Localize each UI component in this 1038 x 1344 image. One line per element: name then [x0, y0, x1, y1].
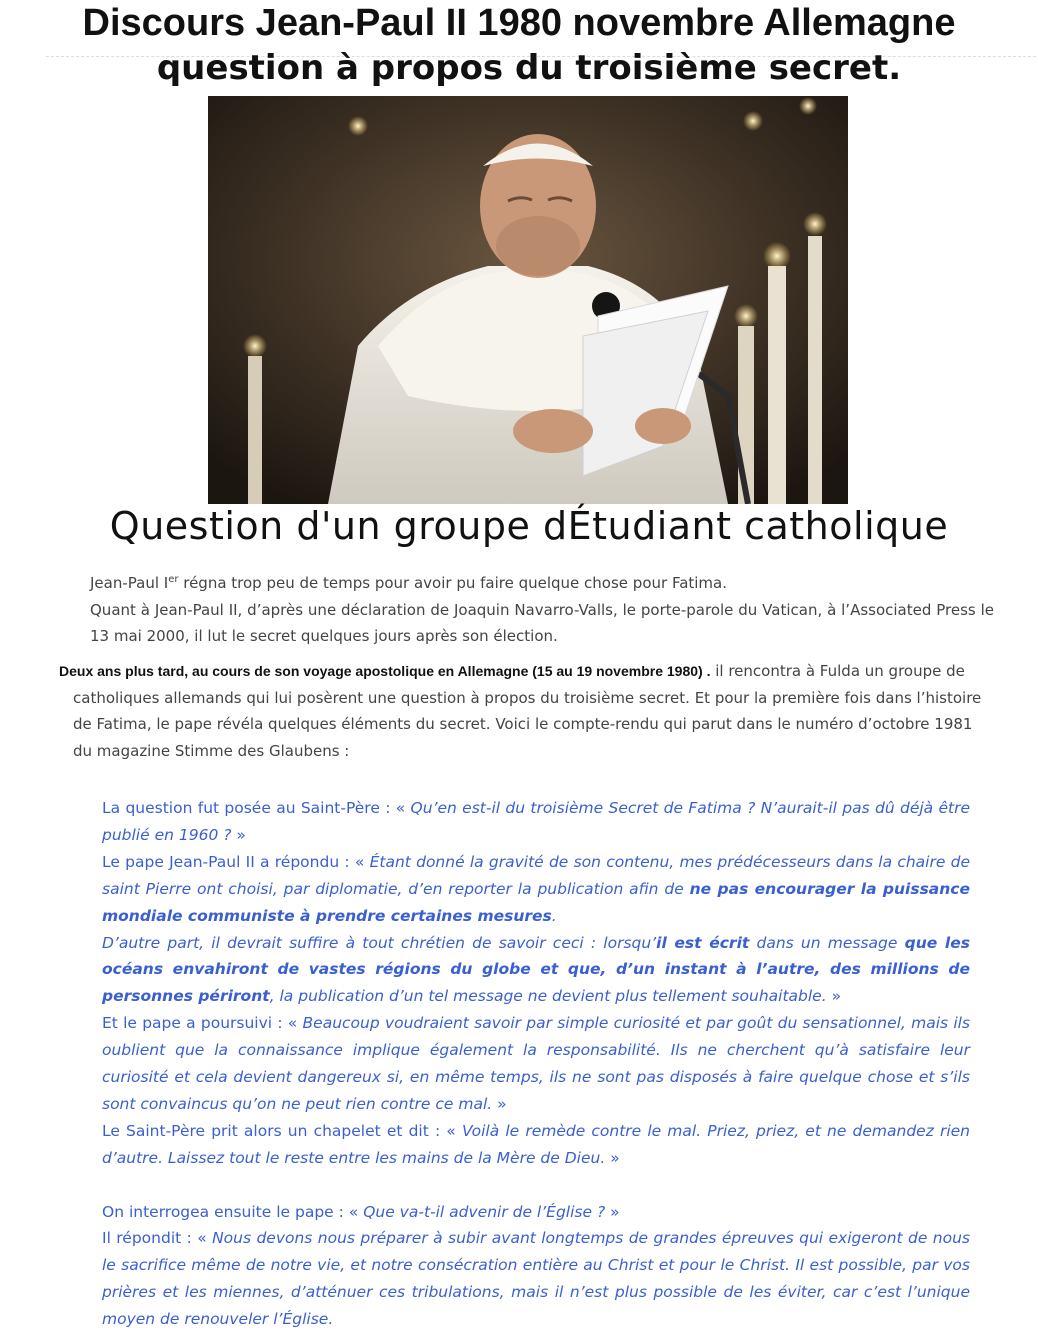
answer-1-intro: Le pape Jean-Paul II a répondu : «	[102, 852, 370, 871]
answer-4-close: »	[605, 1148, 620, 1167]
answer-1	[102, 849, 970, 930]
intro-line-1-a: Jean-Paul I	[90, 574, 169, 592]
answer-3	[102, 1010, 970, 1118]
intro-text	[90, 570, 994, 650]
question-1-text: Qu’en est-il du troisième Secret de Fatima ? N’aurait-il pas dû déjà être publié en 1960 ?	[102, 799, 970, 844]
narrative-lead: Deux ans plus tard, au cours de son voyage apostolique en Allemagne (15 au 19 novembre 1980) .	[59, 663, 711, 679]
intro-line-1	[90, 570, 994, 597]
page-subtitle: question à propos du troisième secret.	[156, 48, 902, 88]
answer-2-bold-1: il est écrit	[656, 933, 750, 952]
question-1-intro: La question fut posée au Saint-Père : «	[102, 799, 411, 817]
pope-speech-photo	[208, 96, 848, 504]
narrative-body: il rencontra à Fulda un groupe de catholiques allemands qui lui posèrent une question à propos du troisième secret. Et pour la première fois dans l’histoire de Fatima, le pape révéla quelques éléments du secret. Voici le compte-rendu qui parut dans le numéro d’octobre 1981 du magazine Stimme des Glaubens :	[73, 662, 982, 760]
answer-3-close: »	[492, 1094, 507, 1113]
intro-line-1-sup: er	[168, 574, 179, 585]
answer-1-end: .	[551, 906, 557, 925]
answer-3-intro: Et le pape a poursuivi : «	[102, 1014, 303, 1033]
answer-4-intro: Le Saint-Père prit alors un chapelet et dit : «	[102, 1121, 462, 1140]
paragraph-gap	[102, 1172, 970, 1199]
narrative-paragraph	[59, 658, 994, 764]
question-2-intro: On interrogea ensuite le pape : «	[102, 1202, 364, 1221]
answer-1-text: Étant donné la gravité de son contenu, mes prédécesseurs dans la chaire de saint Pierre ont choisi, par diplomatie, d’en reporter la publication afin de	[102, 852, 970, 898]
question-2	[102, 1199, 970, 1226]
answer-5-text: Nous devons nous préparer à subir avant longtemps de grandes épreuves qui exigeront de nous le sacrifice même de notre vie, et notre consécration entière au Christ et pour le Christ. Il est possible, par vos prières et les miennes, d’atténuer ces tribulations, mais il n’est plus possible de les éviter, car c’est l’unique moyen de renouveler l’Église.	[102, 1229, 970, 1329]
answer-1-bold: ne pas encourager la puissance mondiale communiste à prendre certaines mesures	[102, 879, 970, 925]
question-1-close: »	[231, 825, 246, 844]
answer-4-text: Voilà le remède contre le mal. Priez, priez, et ne demandez rien d’autre. Laissez tout le reste entre les mains de la Mère de Dieu.	[102, 1121, 971, 1167]
answer-4	[102, 1118, 970, 1172]
answer-5-intro: Il répondit : «	[102, 1229, 213, 1248]
intro-line-2: Quant à Jean-Paul II, d’après une déclaration de Joaquin Navarro-Valls, le porte-parole du Vatican, à l’Associated Press le 13 mai 2000, il lut le secret quelques jours après son élection.	[90, 600, 994, 645]
intro-line-1-b: régna trop peu de temps pour avoir pu faire quelque chose pour Fatima.	[178, 574, 728, 592]
answer-2-text-2: dans un message	[749, 933, 905, 952]
question-2-text: Que va-t-il advenir de l’Église ?	[363, 1202, 606, 1221]
photo-illustration	[208, 96, 848, 504]
section-heading: Question d'un groupe dÉtudiant catholique	[109, 504, 949, 548]
question-1	[102, 795, 970, 849]
answer-2-text-3: , la publication d’un tel message ne devient plus tellement souhaitable.	[269, 987, 827, 1006]
question-2-close: »	[605, 1202, 620, 1221]
answer-3-text: Beaucoup voudraient savoir par simple curiosité et par goût du sensationnel, mais ils oublient que la connaissance implique également la responsabilité. Ils ne cherchent qu’à satisfaire leur curiosité et cela devient dangereux si, en même temps, ils ne sont pas disposés à faire quelque chose et s’ils sont convaincus qu’on ne peut rien contre ce mal.	[102, 1014, 971, 1113]
page-title: Discours Jean-Paul II 1980 novembre Allemagne	[82, 2, 956, 44]
answer-2-close: »	[826, 987, 842, 1006]
quote-block	[102, 795, 970, 1333]
answer-2	[102, 930, 970, 1011]
answer-2-bold-2: que les océans envahiront de vastes régions du globe et que, d’un instant à l’autre, des millions de personnes périront	[102, 933, 970, 1006]
answer-2-text-1: D’autre part, il devrait suffire à tout chrétien de savoir ceci : lorsqu’	[102, 933, 657, 952]
answer-5	[102, 1225, 970, 1333]
